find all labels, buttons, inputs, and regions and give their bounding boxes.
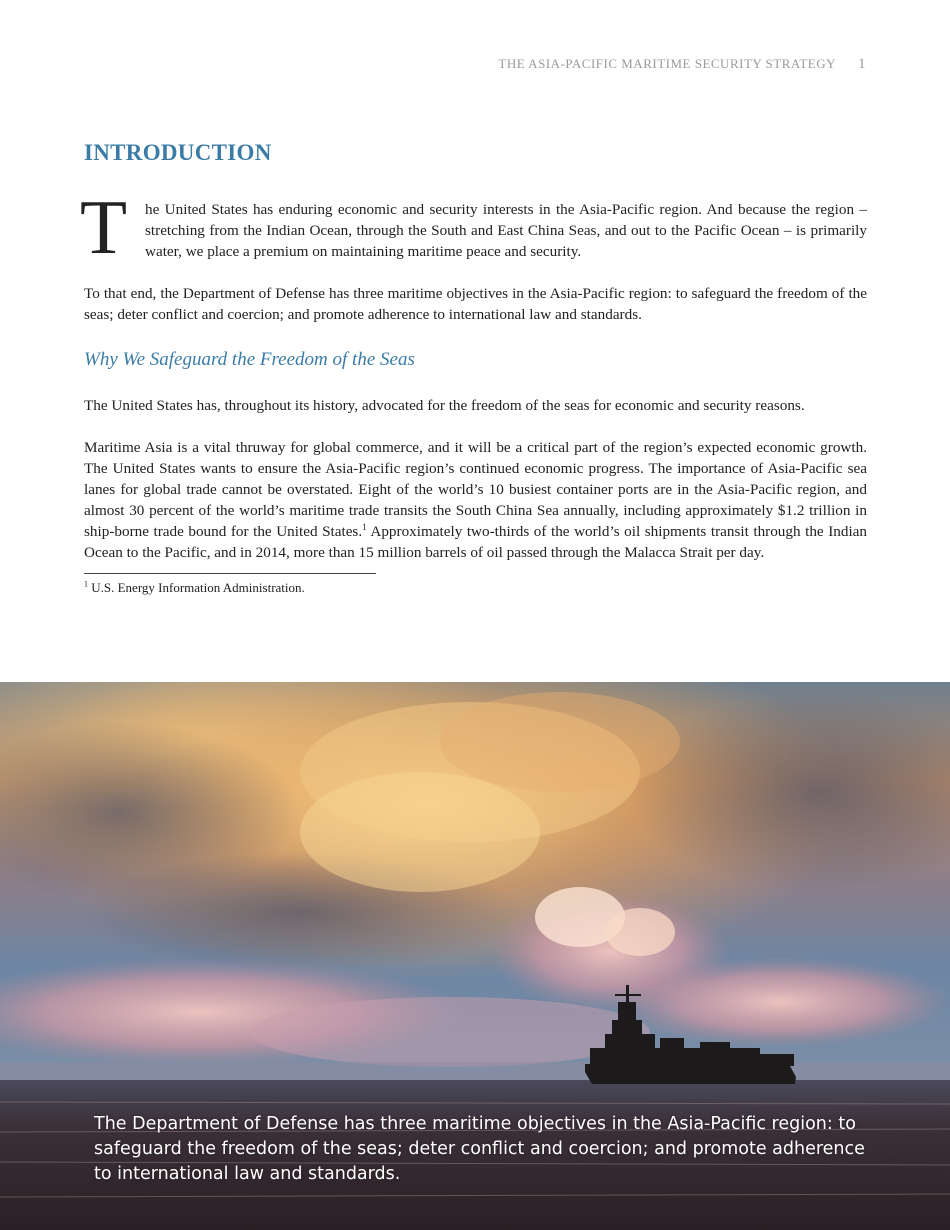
commerce-text-part-1: Maritime Asia is a vital thruway for global commerce, and it will be a critical part of the region’s expected economic growth. The United States wants to ensure the Asia-Pacific region’s continued economic progress. The importance of Asia-Pacific sea lanes for global trade cannot be overstated. Eight of the world’s 10 busiest container ports are in the Asia-Pacific region, and almost 30 percent of the world’s maritime trade transits the South China Sea annually, including approximately $1.2 trillion in ship-borne trade bound for the United States. — [84, 439, 867, 540]
footnote-reference[interactable]: 1 — [362, 521, 367, 532]
commerce-paragraph — [84, 437, 867, 563]
footnote — [84, 579, 867, 596]
photo-caption: The Department of Defense has three maritime objectives in the Asia-Pacific region: to safeguard the freedom of the seas; deter conflict and coercion; and promote adherence to international law and standards. — [94, 1114, 865, 1184]
document-title: THE ASIA-PACIFIC MARITIME SECURITY STRATEGY — [498, 56, 836, 71]
subsection-heading: Why We Safeguard the Freedom of the Seas — [84, 349, 415, 370]
objectives-paragraph: To that end, the Department of Defense has three maritime objectives in the Asia-Pacific region: to safeguard the freedom of the seas; deter conflict and coercion; and promote adherence to international law and standards. — [84, 285, 867, 323]
page-number: 1 — [858, 56, 866, 72]
section-title: INTRODUCTION — [84, 140, 272, 165]
history-paragraph: The United States has, throughout its history, advocated for the freedom of the seas for economic and security reasons. — [84, 397, 805, 414]
footnote-number: 1 — [84, 579, 88, 589]
drop-cap: T — [80, 184, 128, 270]
footnote-divider — [84, 573, 376, 574]
running-header — [498, 56, 866, 73]
intro-paragraph: he United States has enduring economic and security interests in the Asia-Pacific region. And because the region – stretching from the Indian Ocean, through the South and East China Seas, and out to the Pacific Ocean – is primarily water, we place a premium on maintaining maritime peace and security. — [145, 201, 867, 260]
commerce-text-part-2: Approximately two-thirds of the world’s oil shipments transit through the Indian Ocean to the Pacific, and in 2014, more than 15 million barrels of oil passed through the Malacca Strait per day. — [84, 523, 868, 561]
intro-paragraph-block — [80, 184, 867, 270]
page-content — [80, 136, 868, 596]
footnote-text: U.S. Energy Information Administration. — [88, 580, 305, 595]
